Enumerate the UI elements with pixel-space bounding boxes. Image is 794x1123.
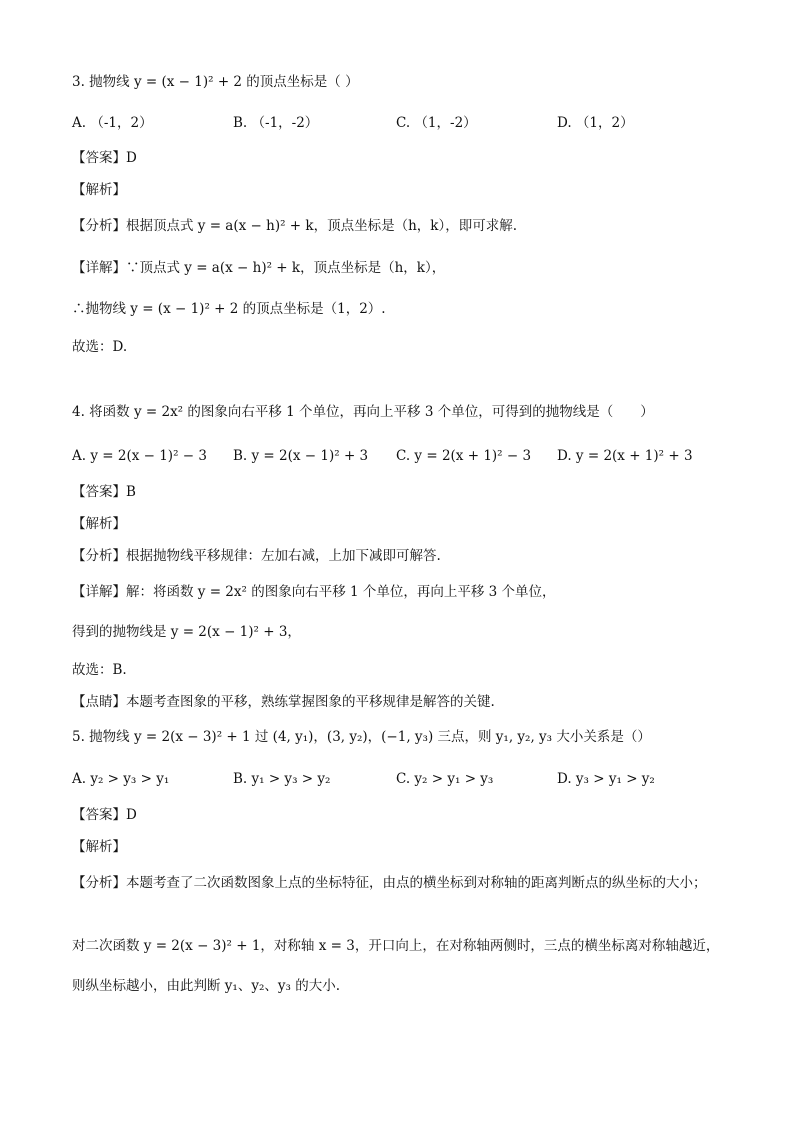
q5-option-d: D. y₃ > y₁ > y₂ [557, 771, 655, 787]
q3-option-d: D. （1，2） [557, 115, 634, 131]
q5-detail-2: 则纵坐标越小，由此判断 y₁、y₂、y₃ 的大小. [72, 978, 340, 994]
q3-option-c: C. （1，-2） [396, 115, 477, 131]
q4-option-c: C. y = 2(x + 1)² − 3 [396, 448, 532, 464]
q4-dianjing: 【点睛】本题考查图象的平移，熟练掌握图象的平移规律是解答的关键. [72, 694, 495, 710]
q3-answer: 【答案】D [72, 150, 137, 166]
q4-xiangjie: 【详解】解：将函数 y = 2x² 的图象向右平移 1 个单位，再向上平移 3 个单位， [72, 584, 556, 600]
q3-fenxi: 【分析】根据顶点式 y = a(x − h)² + k，顶点坐标是（h，k），即可求解. [72, 218, 517, 234]
q5-analysis-label: 【解析】 [72, 839, 126, 855]
q4-fenxi: 【分析】根据抛物线平移规律：左加右减，上加下减即可解答. [72, 548, 441, 564]
q4-answer: 【答案】B [72, 484, 136, 500]
q4-choice: 故选：B. [72, 662, 127, 678]
q5-option-a: A. y₂ > y₃ > y₁ [72, 771, 170, 787]
q4-analysis-label: 【解析】 [72, 516, 126, 532]
q3-option-a: A. （-1，2） [72, 115, 153, 131]
q3-xiangjie: 【详解】∵顶点式 y = a(x − h)² + k，顶点坐标是（h，k）， [72, 260, 446, 276]
q5-answer: 【答案】D [72, 807, 137, 823]
q4-result: 得到的抛物线是 y = 2(x − 1)² + 3， [72, 624, 301, 640]
q5-option-b: B. y₁ > y₃ > y₂ [233, 771, 331, 787]
q4-option-a: A. y = 2(x − 1)² − 3 [72, 448, 207, 464]
q3-stem: 3. 抛物线 y = (x − 1)² + 2 的顶点坐标是（ ） [72, 74, 359, 90]
q3-choice: 故选：D. [72, 339, 128, 355]
q5-stem: 5. 抛物线 y = 2(x − 3)² + 1 过 (4, y₁)，(3, y₂)，(−1, y₃) 三点，则 y₁, y₂, y₃ 大小关系是（） [72, 729, 651, 745]
q4-option-d: D. y = 2(x + 1)² + 3 [557, 448, 693, 464]
q4-option-b: B. y = 2(x − 1)² + 3 [233, 448, 369, 464]
q4-stem: 4. 将函数 y = 2x² 的图象向右平移 1 个单位，再向上平移 3 个单位，可得到的抛物线是（ ） [72, 404, 654, 420]
q3-analysis-label: 【解析】 [72, 182, 126, 198]
q5-option-c: C. y₂ > y₁ > y₃ [396, 771, 494, 787]
q5-fenxi: 【分析】本题考查了二次函数图象上点的坐标特征，由点的横坐标到对称轴的距离判断点的纵坐标的大小； [72, 875, 707, 891]
q5-detail-1: 对二次函数 y = 2(x − 3)² + 1，对称轴 x = 3，开口向上，在对称轴两侧时，三点的横坐标离对称轴越近， [72, 938, 720, 954]
q3-conclusion: ∴抛物线 y = (x − 1)² + 2 的顶点坐标是（1，2）. [72, 301, 386, 317]
q3-option-b: B. （-1，-2） [233, 115, 319, 131]
